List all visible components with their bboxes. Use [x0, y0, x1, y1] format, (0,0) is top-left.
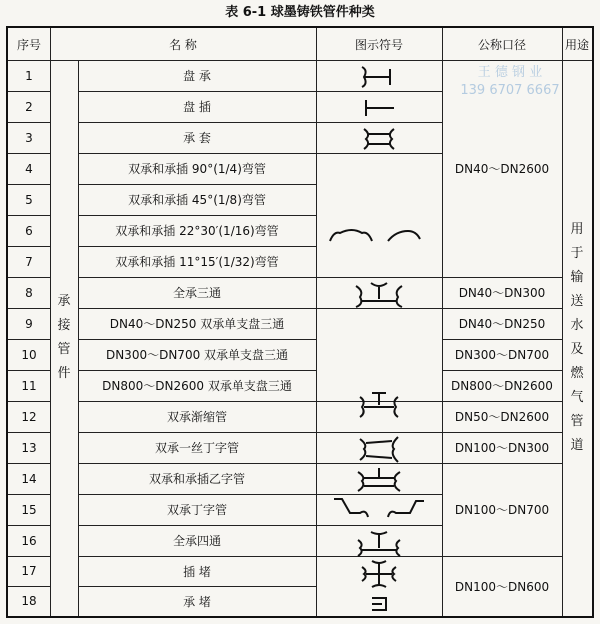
dn-range: DN40～DN2600 — [454, 162, 550, 176]
flange-socket-symbol — [362, 67, 390, 87]
row-no: 1 — [25, 68, 33, 83]
row-name: 双承丁字管 — [166, 503, 227, 517]
row-name: 盘 插 — [183, 100, 211, 114]
dn-range: DN100～DN300 — [454, 441, 550, 455]
row-no: 14 — [21, 471, 37, 486]
row-no: 15 — [21, 502, 37, 517]
header-no: 序号 — [16, 37, 41, 52]
row-no: 11 — [21, 378, 37, 393]
row-name: 双承和承插 90°(1/4)弯管 — [128, 162, 266, 176]
dn-range: DN40～DN300 — [458, 286, 546, 300]
threaded-tee-symbol — [358, 468, 400, 491]
row-name: 承 堵 — [183, 594, 211, 609]
row-name: 盘 承 — [183, 69, 211, 83]
row-name: 双承一丝丁字管 — [154, 441, 239, 455]
group-label — [50, 60, 78, 616]
double-socket-tee-symbol — [358, 532, 400, 556]
use-cell — [562, 60, 592, 616]
row-no: 16 — [21, 533, 37, 548]
table-title: 表 6-1 球墨铸铁管件种类 — [225, 5, 375, 20]
watermark-line-2: 139 6707 6667 — [460, 83, 560, 98]
flange-spigot-symbol — [366, 100, 394, 116]
reducer-symbol — [360, 437, 398, 462]
row-no: 5 — [25, 192, 33, 207]
spigot-plug-symbol — [372, 598, 386, 610]
row-no: 10 — [21, 347, 37, 362]
dn-range: DN50～DN2600 — [454, 410, 550, 424]
row-no: 12 — [21, 409, 37, 424]
row-name: 双承和承插 22°30′(1/16)弯管 — [115, 224, 279, 238]
fittings-table — [6, 26, 594, 618]
row-name: DN800～DN2600 双承单支盘三通 — [102, 379, 292, 393]
row-no: 18 — [21, 594, 37, 608]
all-socket-tee-symbol — [356, 283, 402, 307]
row-name: 双承和承插乙字管 — [148, 472, 245, 486]
row-no: 2 — [25, 99, 33, 114]
dn-range: DN800～DN2600 — [451, 379, 553, 393]
header-name: 名 称 — [169, 37, 197, 52]
all-socket-cross-symbol — [362, 561, 396, 587]
row-name: 承 套 — [183, 131, 211, 145]
row-no: 13 — [21, 440, 37, 455]
symbol-drawings — [316, 60, 442, 616]
row-no: 7 — [25, 254, 33, 269]
row-name: 全承三通 — [172, 286, 221, 300]
dn-range: DN300～DN700 — [454, 348, 550, 362]
dn-range: DN100～DN600 — [454, 579, 550, 594]
use-text: 用于输送水及燃气管道 — [570, 222, 584, 453]
row-name: DN300～DN700 双承单支盘三通 — [105, 348, 289, 362]
flanged-branch-tee-symbol — [360, 393, 398, 417]
collar-symbol — [364, 129, 394, 149]
row-name: 双承和承插 45°(1/8)弯管 — [128, 193, 266, 207]
row-name: DN40～DN250 双承单支盘三通 — [109, 317, 285, 331]
dn-range: DN40～DN250 — [458, 317, 546, 331]
header-symbol: 图示符号 — [354, 37, 403, 52]
row-no: 3 — [25, 130, 33, 145]
row-no: 6 — [25, 223, 33, 238]
row-no: 4 — [25, 161, 33, 176]
header-use: 用途 — [564, 37, 589, 52]
bend-symbol — [330, 230, 420, 241]
offset-pipe-symbol — [334, 499, 424, 517]
watermark-line-1: 王 德 钢 业 — [477, 65, 543, 80]
group-label-text: 承接管件 — [57, 294, 71, 381]
dn-range: DN100～DN700 — [454, 503, 550, 517]
row-no: 17 — [21, 564, 37, 578]
header-dn: 公称口径 — [477, 37, 526, 52]
row-name: 双承渐缩管 — [166, 410, 227, 424]
row-no: 9 — [25, 316, 33, 331]
row-name: 全承四通 — [172, 534, 221, 548]
row-name: 双承和承插 11°15′(1/32)弯管 — [115, 255, 279, 269]
row-name: 插 堵 — [183, 564, 211, 579]
row-no: 8 — [25, 285, 33, 300]
